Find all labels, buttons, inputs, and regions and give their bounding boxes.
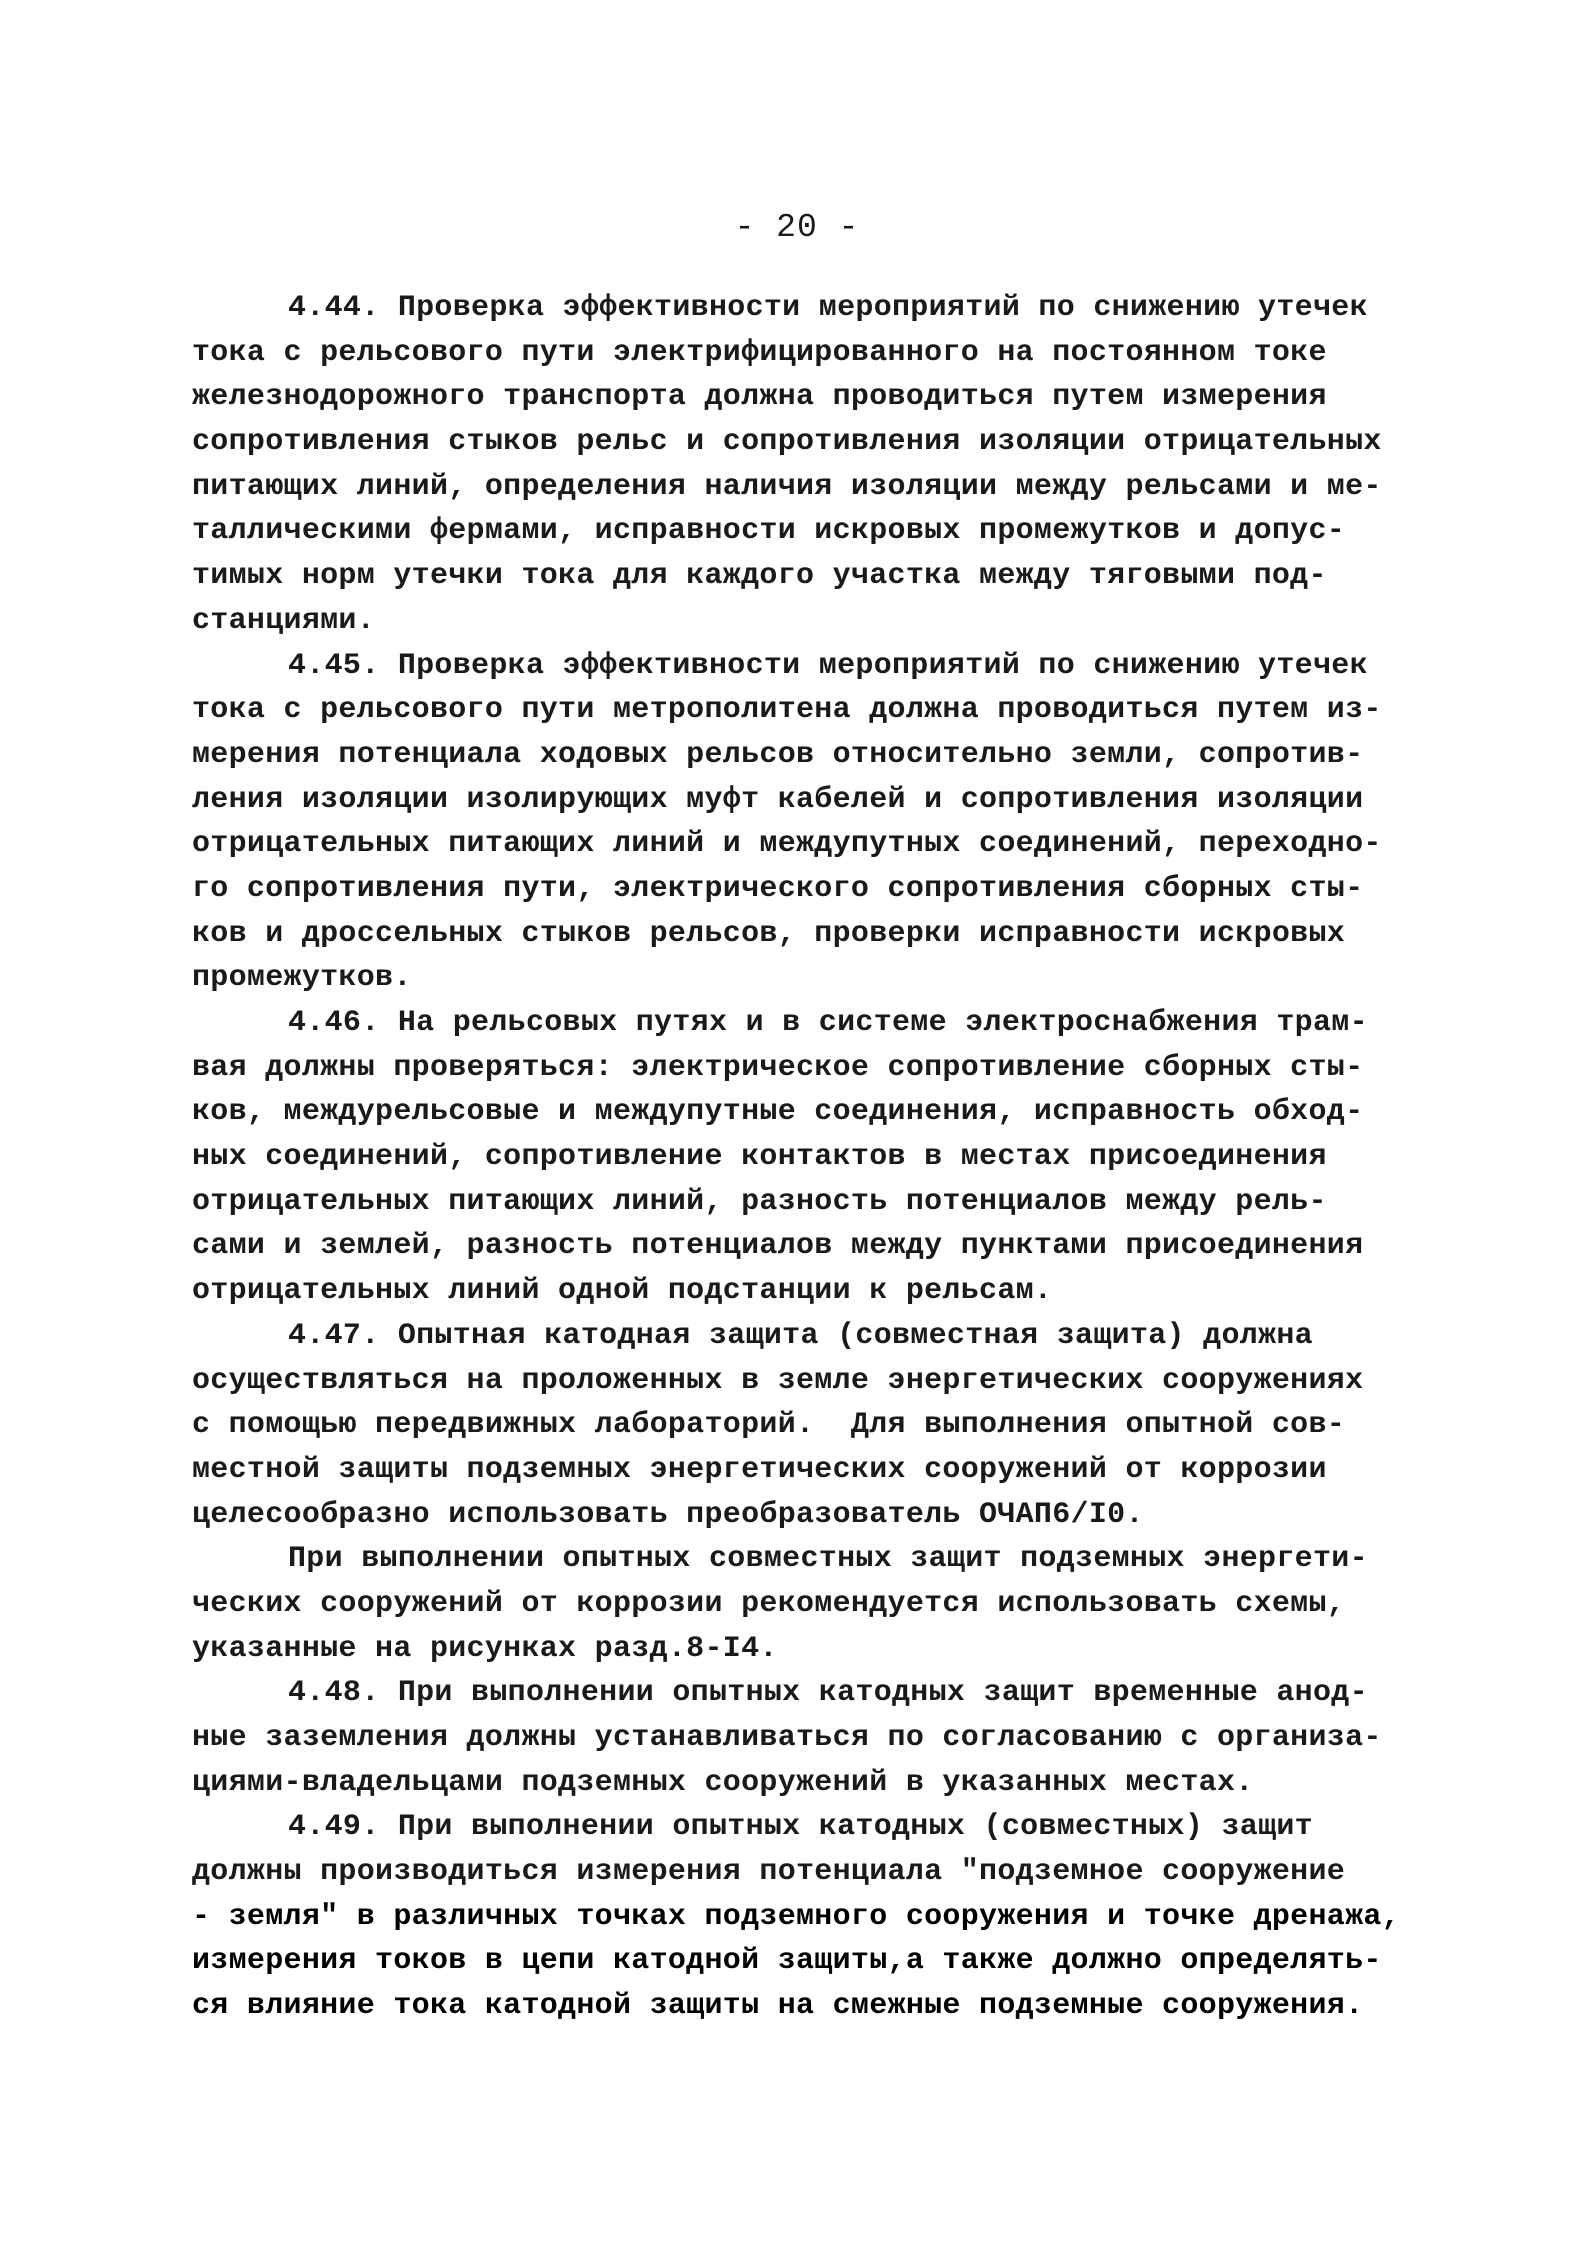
text-line: го сопротивления пути, электрического сопротивления сборных сты- <box>192 871 1364 906</box>
text-line: 4.45. Проверка эффективности мероприятий по снижению утечек <box>288 648 1368 683</box>
text-line: ков, междурельсовые и междупутные соединения, исправность обход- <box>192 1095 1364 1130</box>
text-line: местной защиты подземных энергетических сооружений от коррозии <box>192 1452 1327 1487</box>
text-line: осуществляться на проложенных в земле энергетических сооружениях <box>192 1363 1364 1398</box>
text-line: тимых норм утечки тока для каждого участка между тяговыми под- <box>192 559 1327 594</box>
text-line: ков и дроссельных стыков рельсов, проверки исправности искровых <box>192 916 1346 951</box>
text-line: тока с рельсового пути метрополитена должна проводиться путем из- <box>192 693 1382 728</box>
text-line: таллическими фермами, исправности искровых промежутков и допус- <box>192 514 1346 549</box>
text-line: указанные на рисунках разд.8-I4. <box>192 1631 778 1666</box>
text-line: ся влияние тока катодной защиты на смежные подземные сооружения. <box>192 1989 1364 2024</box>
text-line: отрицательных питающих линий, разность потенциалов между рель- <box>192 1184 1327 1219</box>
text-line: сопротивления стыков рельс и сопротивления изоляции отрицательных <box>192 425 1382 460</box>
text-line: 4.44. Проверка эффективности мероприятий по снижению утечек <box>288 291 1368 325</box>
text-line: 4.48. При выполнении опытных катодных защит временные анод- <box>288 1676 1368 1711</box>
text-line: 4.46. На рельсовых путях и в системе электроснабжения трам- <box>288 1006 1368 1040</box>
text-line: ных соединений, сопротивление контактов в местах присоединения <box>192 1140 1327 1175</box>
text-line: ческих сооружений от коррозии рекомендуется использовать схемы, <box>192 1586 1346 1621</box>
page-number: - 20 - <box>734 209 860 246</box>
text-line: тока с рельсового пути электрифицированного на постоянном токе <box>192 335 1327 370</box>
text-line: промежутков. <box>192 961 412 996</box>
document-text-body <box>192 286 1412 2029</box>
text-line: ления изоляции изолирующих муфт кабелей и сопротивления изоляции <box>192 782 1364 817</box>
text-line: При выполнении опытных совместных защит подземных энергети- <box>288 1542 1368 1577</box>
text-line: вая должны проверяться: электрическое сопротивление сборных сты- <box>192 1050 1364 1085</box>
text-line: сами и землей, разность потенциалов между пунктами присоединения <box>192 1229 1364 1264</box>
text-line: 4.49. При выполнении опытных катодных (совместных) защит <box>288 1810 1313 1845</box>
text-line: отрицательных питающих линий и междупутных соединений, переходно- <box>192 827 1382 862</box>
text-line: мерения потенциала ходовых рельсов относительно земли, сопротив- <box>192 737 1364 772</box>
text-line: отрицательных линий одной подстанции к рельсам. <box>192 1274 1053 1309</box>
text-line: - земля" в различных точках подземного сооружения и точке дренажа, <box>192 1899 1400 1934</box>
text-line: железнодорожного транспорта должна проводиться путем измерения <box>192 380 1327 415</box>
text-line: 4.47. Опытная катодная защита (совместная защита) должна <box>288 1318 1313 1353</box>
text-line: ные заземления должны устанавливаться по согласованию с организа- <box>192 1721 1382 1755</box>
text-line: целесообразно использовать преобразователь ОЧАП6/I0. <box>192 1497 1144 1532</box>
text-line: циями-владельцами подземных сооружений в указанных местах. <box>192 1765 1254 1800</box>
text-line: измерения токов в цепи катодной защиты,а также должно определять- <box>192 1944 1382 1979</box>
text-line: должны производиться измерения потенциала "подземное сооружение <box>192 1855 1346 1890</box>
text-line: станциями. <box>192 603 376 638</box>
text-line: питающих линий, определения наличия изоляции между рельсами и ме- <box>192 469 1382 504</box>
text-line: с помощью передвижных лабораторий. Для выполнения опытной сов- <box>192 1408 1346 1443</box>
